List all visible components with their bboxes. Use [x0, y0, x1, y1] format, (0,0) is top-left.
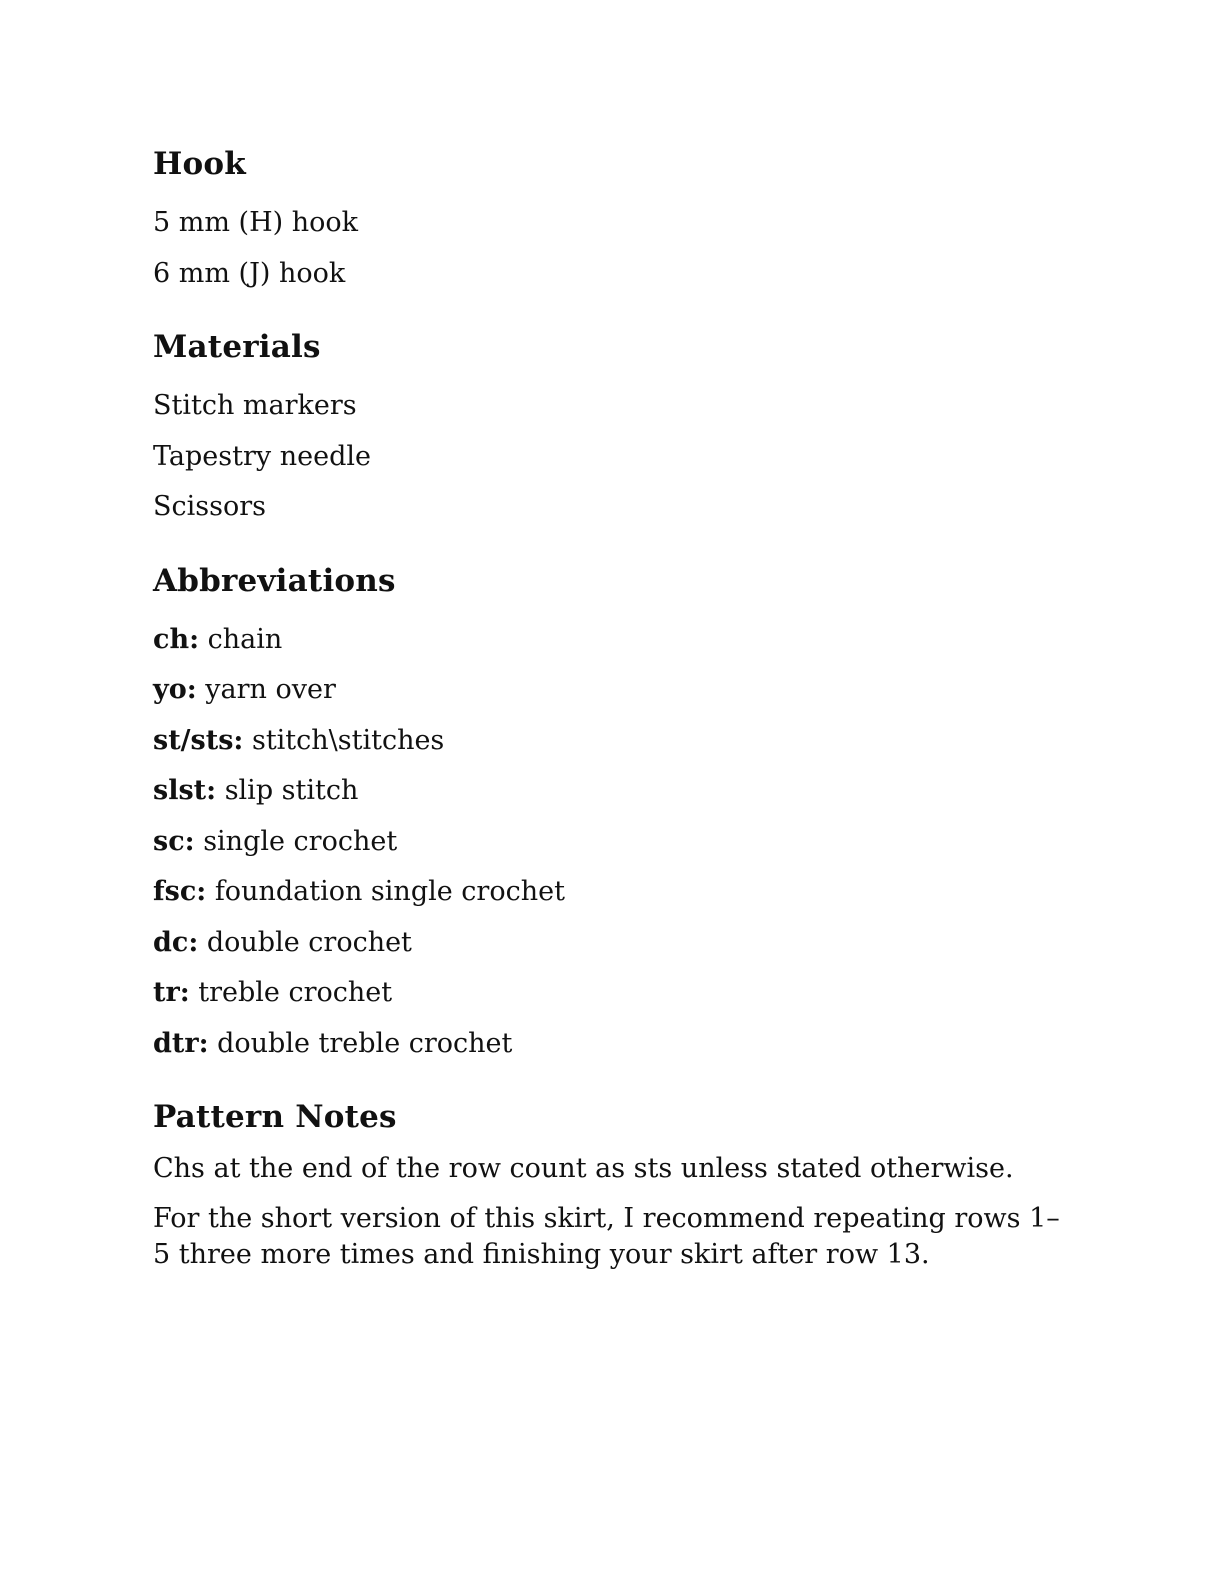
abbreviation-entry: [153, 716, 1073, 767]
abbreviation-definition: yarn over: [196, 674, 336, 705]
abbreviation-entry: [153, 867, 1073, 918]
abbreviation-term: dc:: [153, 926, 199, 958]
abbreviations-section: [153, 557, 1073, 1070]
document-page: [153, 140, 1073, 1303]
abbreviation-definition: single crochet: [194, 825, 398, 857]
abbreviation-term: ch:: [153, 623, 200, 655]
abbreviation-entry: [153, 1019, 1073, 1070]
materials-item: Stitch markers: [153, 390, 357, 421]
section-heading-hook: Hook: [153, 146, 246, 182]
materials-item: Scissors: [153, 491, 266, 522]
materials-item: Tapestry needle: [153, 440, 371, 472]
abbreviation-definition: treble crochet: [189, 977, 393, 1008]
section-heading-materials: Materials: [153, 329, 321, 365]
abbreviation-definition: chain: [199, 623, 283, 655]
abbreviation-entry: [153, 968, 1073, 1019]
abbreviation-entry: [153, 817, 1073, 868]
abbreviation-entry: [153, 615, 1073, 666]
abbreviation-definition: foundation single crochet: [206, 876, 565, 907]
pattern-note-paragraph: Chs at the end of the row count as sts unless stated otherwise.: [153, 1153, 1014, 1184]
abbreviation-term: dtr:: [153, 1027, 209, 1059]
abbreviation-definition: slip stitch: [216, 775, 359, 806]
abbreviation-term: sc:: [153, 825, 195, 857]
abbreviation-term: tr:: [153, 977, 190, 1008]
abbreviation-entry: [153, 918, 1073, 969]
abbreviation-term: slst:: [153, 775, 217, 806]
abbreviation-term: st/sts:: [153, 724, 244, 756]
section-heading-abbreviations: Abbreviations: [153, 562, 396, 599]
abbreviation-definition: double treble crochet: [208, 1027, 513, 1059]
abbreviation-term: fsc:: [153, 876, 207, 907]
hook-item: 6 mm (J) hook: [153, 257, 346, 289]
abbreviation-entry: [153, 665, 1073, 716]
abbreviation-entry: [153, 766, 1073, 817]
pattern-note-paragraph: For the short version of this skirt, I recommend repeating rows 1–5 three more times and finishing your skirt after row 13.: [153, 1203, 1060, 1270]
section-heading-pattern-notes: Pattern Notes: [153, 1099, 397, 1135]
materials-section: [153, 323, 1073, 533]
abbreviation-definition: stitch\stitches: [243, 724, 445, 756]
abbreviation-term: yo:: [153, 674, 197, 705]
hook-item: 5 mm (H) hook: [153, 207, 359, 238]
pattern-notes-section: [153, 1093, 1073, 1273]
hook-section: [153, 140, 1073, 299]
abbreviation-definition: double crochet: [198, 926, 412, 958]
